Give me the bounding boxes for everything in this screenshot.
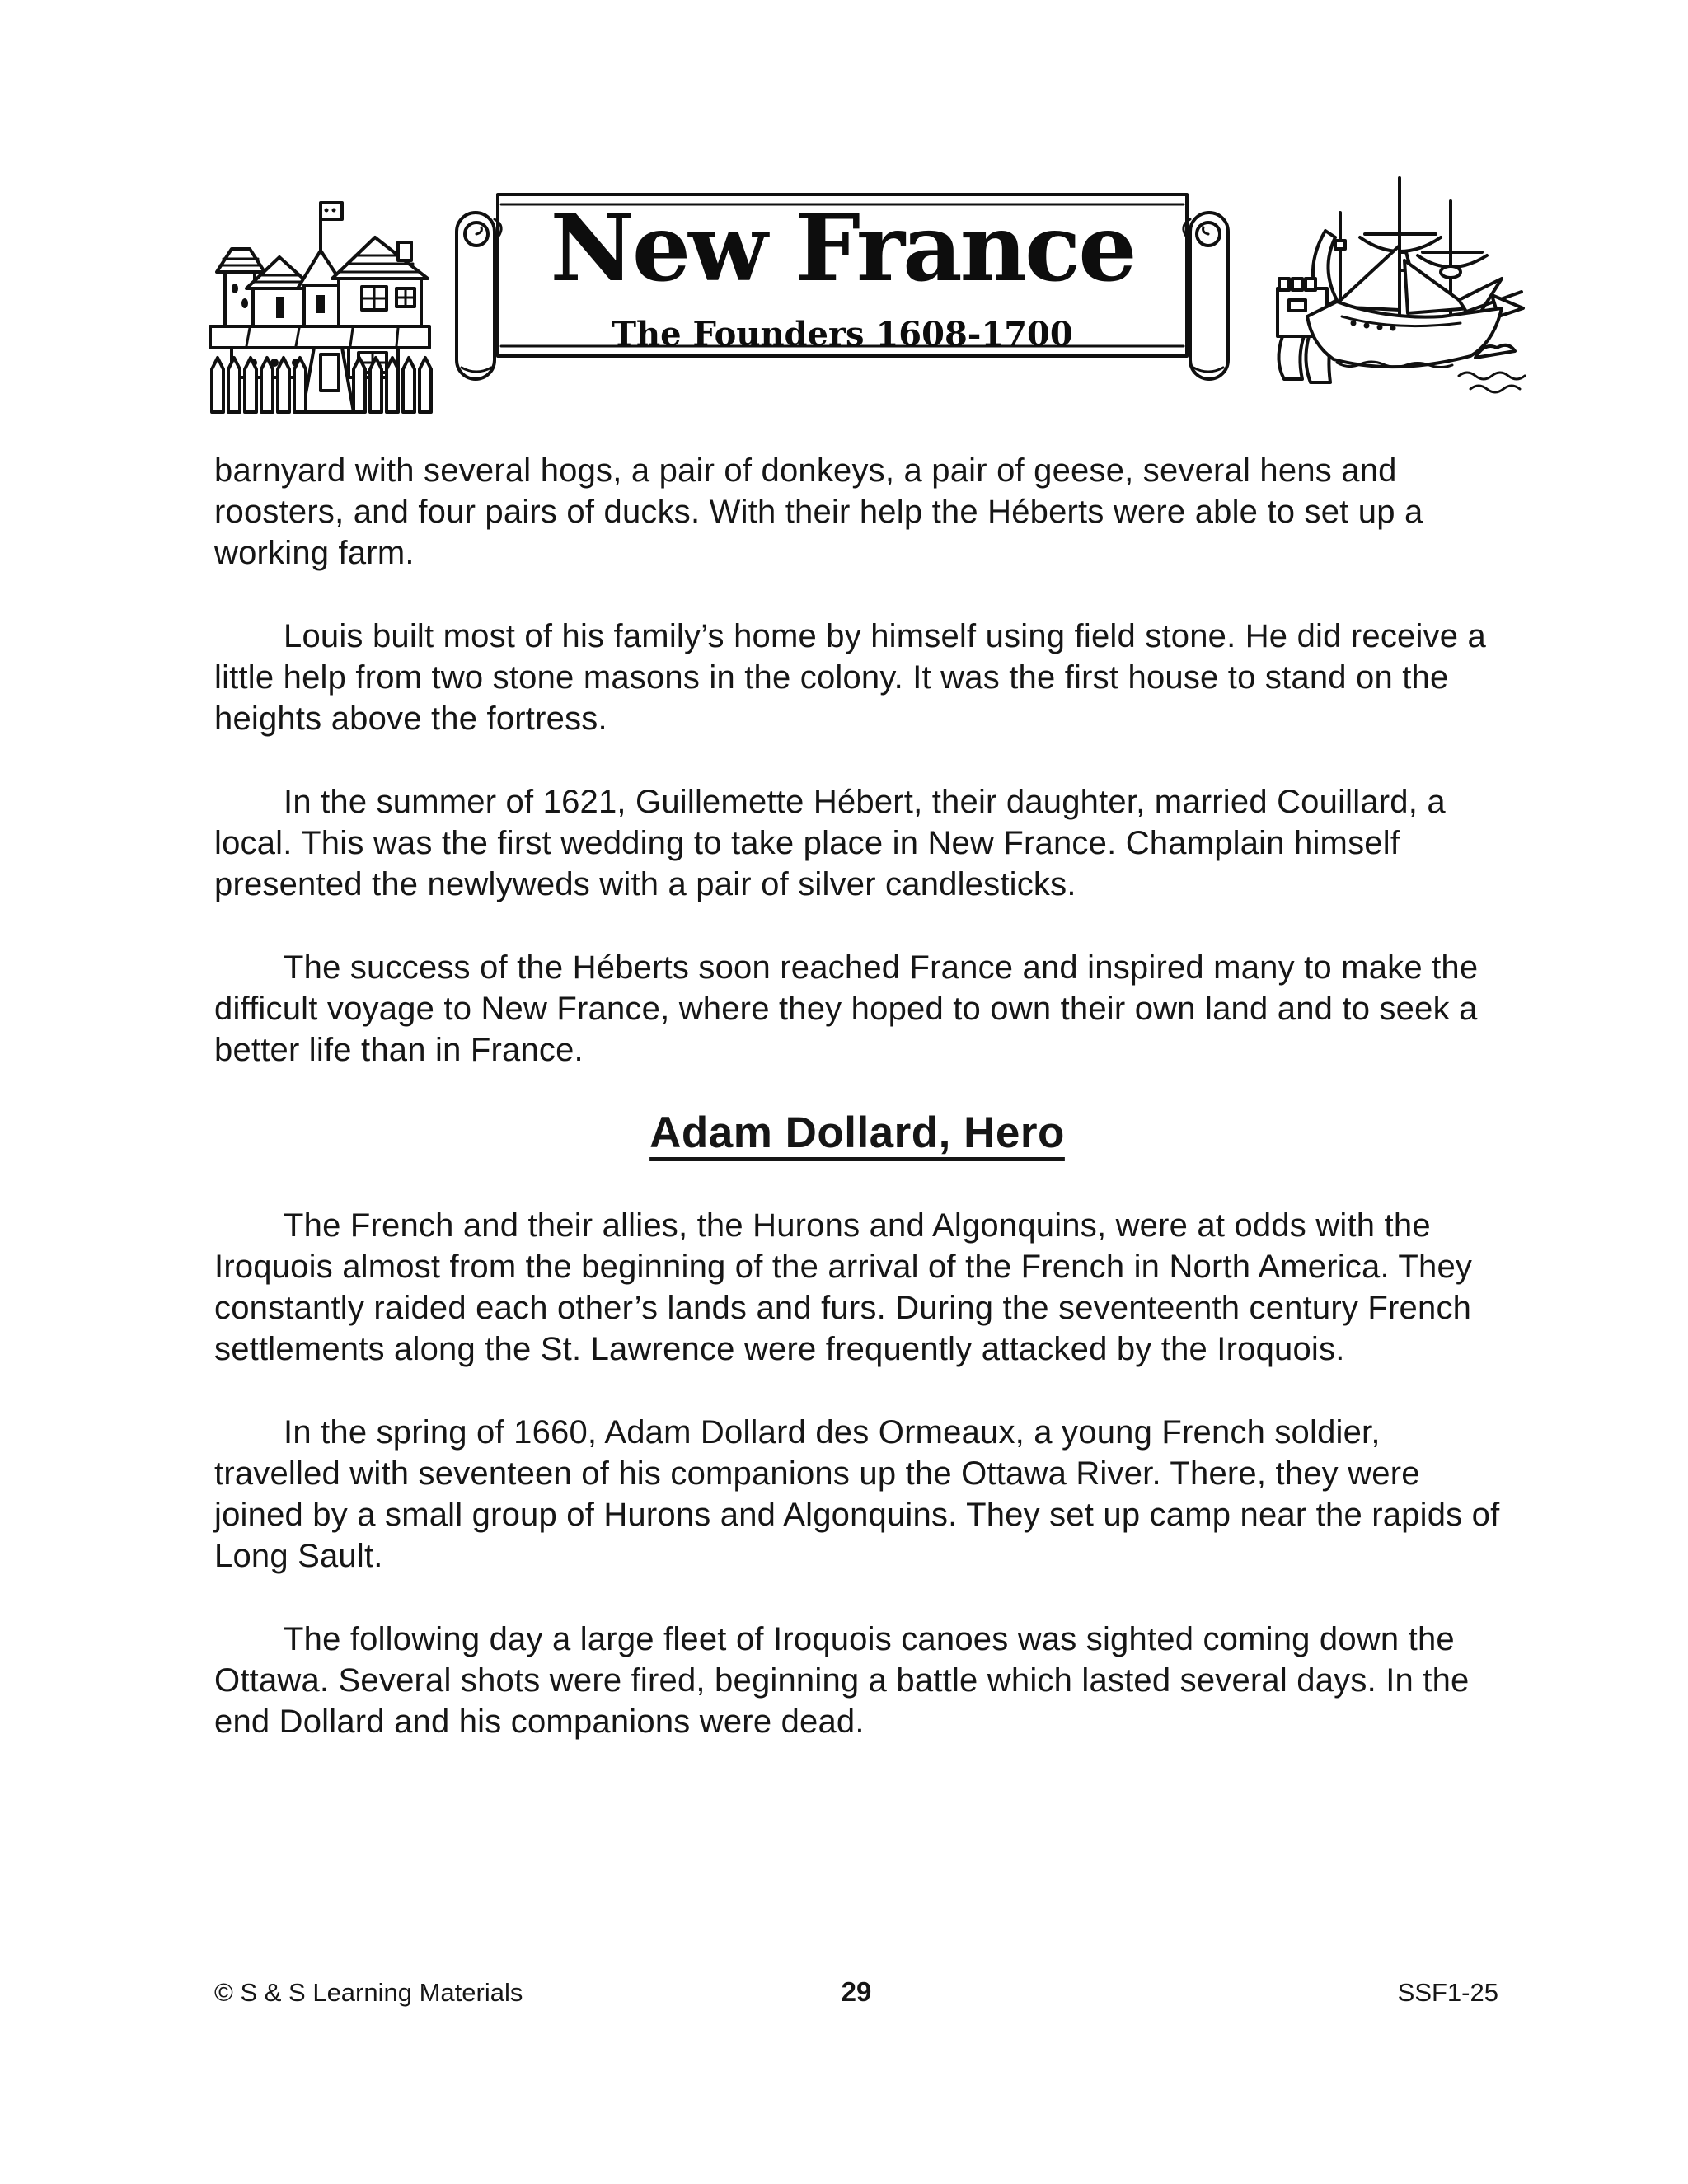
sailing-ship-icon xyxy=(1254,155,1526,404)
paragraph: In the spring of 1660, Adam Dollard des Ormeaux, a young French soldier, travelled with seventeen of his companions up the Ottawa River. There, they were joined by a small group of Hurons and Algonquins. They set up camp near the rapids of Long Sault. xyxy=(214,1414,1500,1574)
paragraph: The success of the Héberts soon reached France and inspired many to make the difficult voyage to New France, where they hoped to own their own land and to seek a better life than in France. xyxy=(214,949,1479,1068)
section-heading: Adam Dollard, Hero xyxy=(649,1108,1065,1157)
paragraph: In the summer of 1621, Guillemette Hébert, their daughter, married Couillard, a local. This was the first wedding to take place in New France. Champlain himself presented the newlyweds with a pair of silver candlesticks. xyxy=(214,784,1446,902)
footer-copyright: © S & S Learning Materials xyxy=(214,1978,523,2007)
footer-document-code: SSF1-25 xyxy=(1397,1978,1498,2007)
paragraph: barnyard with several hogs, a pair of donkeys, a pair of geese, several hens and roosters, and four pairs of ducks. With their help the Héberts were able to set up a working farm. xyxy=(214,452,1423,571)
paragraph: The following day a large fleet of Iroquois canoes was sighted coming down the Ottawa. Several shots were fired, beginning a battle which lasted several days. In the end Dollard and his companions were dead. xyxy=(214,1621,1470,1740)
house-illustration-container xyxy=(200,196,439,417)
page-title: New France xyxy=(550,194,1135,302)
title-banner xyxy=(443,183,1241,394)
article-body xyxy=(214,450,1500,1784)
footer-page-number: 29 xyxy=(841,1976,872,2007)
page-footer xyxy=(214,1976,1498,2008)
paragraph: The French and their allies, the Hurons and Algonquins, were at odds with the Iroquois almost from the beginning of the arrival of the French in North America. They constantly raided each other’s lands and furs. During the seventeenth century French settlements along the St. Lawrence were frequently attacked by the Iroquois. xyxy=(214,1207,1473,1367)
ship-illustration-container xyxy=(1254,155,1526,404)
page-subtitle: The Founders 1608-1700 xyxy=(612,315,1073,354)
paragraph: Louis built most of his family’s home by himself using field stone. He did receive a little help from two stone masons in the colony. It was the first house to stand on the heights above the fortress. xyxy=(214,618,1486,737)
colonial-house-icon xyxy=(200,196,439,417)
